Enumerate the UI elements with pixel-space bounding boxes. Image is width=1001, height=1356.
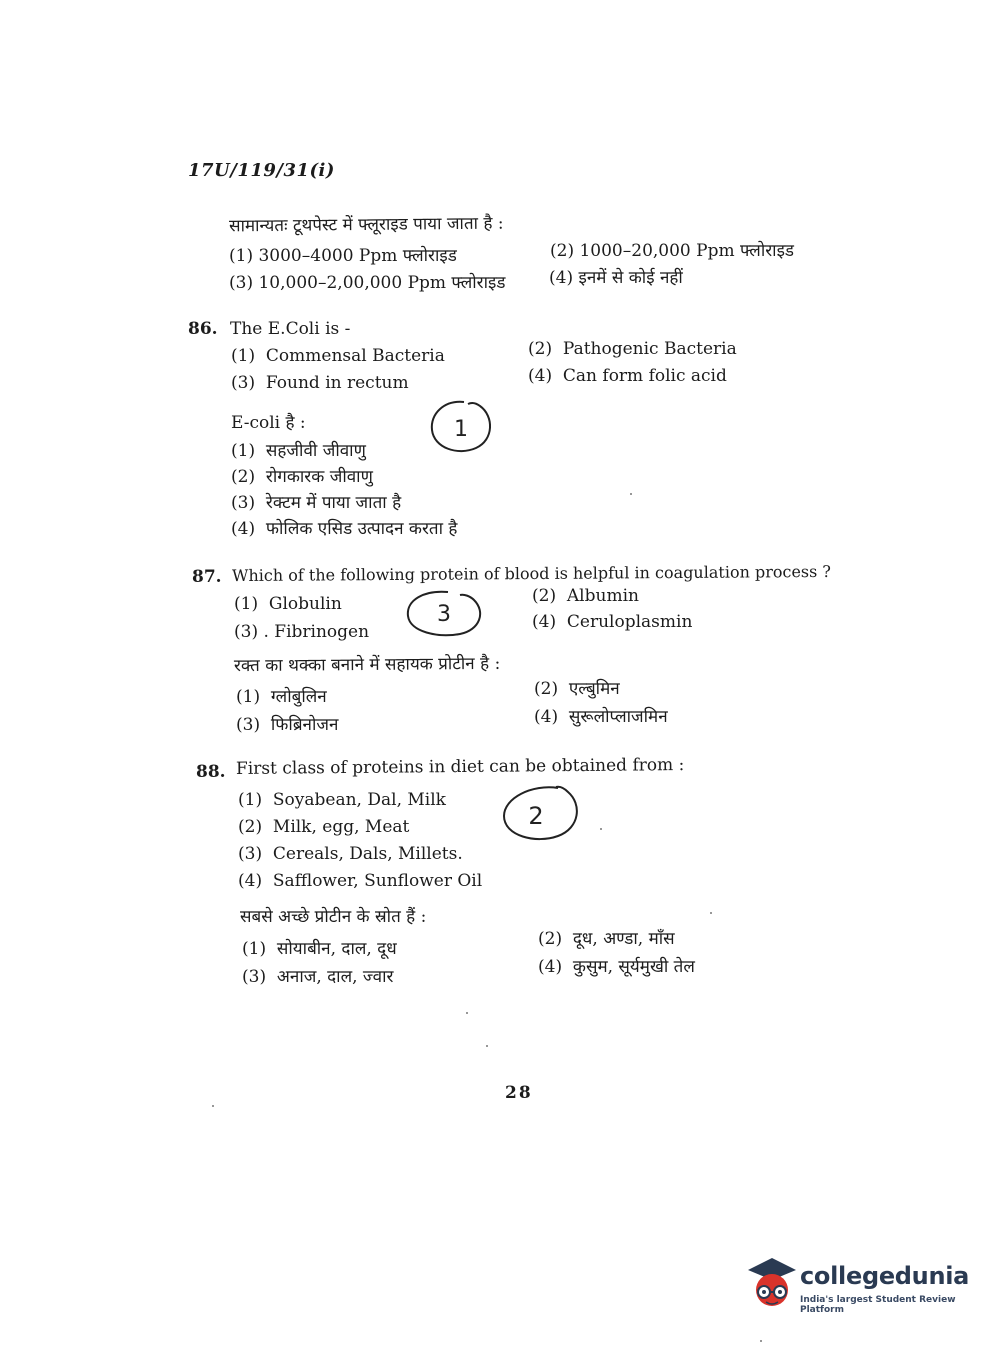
q87-answer-circle [402,586,488,642]
option-number: (4) [534,707,559,727]
option-text: रोगकारक जीवाणु [265,467,373,487]
q86-option-1 [231,346,445,366]
q87-hindi-option-1 [236,684,327,707]
q87-option-3 [234,622,369,642]
q86-hindi-option-3 [231,490,401,513]
brand-name: collegedunia [800,1262,970,1290]
option-text: कुसुम, सूर्यमुखी तेल [572,957,695,977]
q87-hindi-question: रक्त का थक्का बनाने में सहायक प्रोटीन है : [233,653,501,677]
option-number: (1) [242,939,267,959]
option-number: (1) [236,687,261,707]
option-number: (1) [238,790,263,810]
q87-option-2 [532,586,639,606]
q88-hindi-question: सबसे अच्छे प्रोटीन के स्रोत हैं : [240,907,427,927]
option-number: (2) [532,586,557,606]
scan-speck [710,912,712,914]
q88-number: 88. [196,762,226,782]
q86-option-2 [528,339,737,359]
option-number: (2) [528,339,553,359]
q87-number: 87. [192,567,222,587]
option-number: (1) [234,594,259,614]
option-text: Commensal Bacteria [265,346,445,366]
option-number: (2) [538,929,563,949]
option-text: Can form folic acid [562,366,727,386]
scan-speck [466,1012,468,1014]
q85-hindi-option-1: (1) 3000–4000 Ppm फ्लोराइड [229,246,457,266]
q86-question: The E.Coli is - [230,319,351,339]
collegedunia-logo [742,1250,972,1320]
brand-tagline: India's largest Student Review Platform [800,1295,956,1315]
option-number: (1) [231,346,256,366]
option-text: . Fibrinogen [263,622,370,642]
option-number: (1) [231,441,256,461]
q86-hindi-question: E-coli है : [231,413,306,433]
q86-answer-circle [424,396,498,460]
q87-hindi-option-3 [236,712,338,735]
option-text: सहजीवी जीवाणु [265,441,366,461]
option-text: अनाज, दाल, ज्वार [276,967,394,987]
q86-hindi-option-4 [231,516,457,539]
option-text: Soyabean, Dal, Milk [272,790,446,810]
mascot-icon [742,1252,800,1314]
scan-speck [600,828,602,830]
q86-hindi-option-2 [231,464,373,487]
q86-option-3 [231,373,409,393]
option-number: (3) [231,373,256,393]
option-text: Pathogenic Bacteria [562,339,737,359]
option-number: (2) [534,679,559,699]
q88-answer-mark: 2 [528,802,544,830]
option-text: दूध, अण्डा, माँस [572,929,675,949]
q85-hindi-option-4: (4) इनमें से कोई नहीं [549,268,683,288]
q88-hindi-option-1 [242,936,397,959]
q88-answer-circle [496,782,586,848]
q86-answer-mark: 1 [454,417,468,442]
option-number: (2) [238,817,263,837]
option-text: रेक्टम में पाया जाता है [265,493,402,513]
option-text: एल्बुमिन [568,679,620,699]
option-text: Globulin [268,594,342,614]
option-number: (4) [532,612,557,632]
q87-option-1 [234,594,342,614]
q88-hindi-option-4 [538,954,695,977]
option-number: (3) [236,715,261,735]
scan-speck [212,1105,214,1107]
scan-speck [760,1340,762,1342]
option-number: (4) [238,871,263,891]
q85-hindi-option-3: (3) 10,000–2,00,000 Ppm फ्लोराइड [229,273,506,293]
q88-hindi-option-3 [242,964,393,987]
paper-code: 17U/119/31(i) [188,160,335,181]
q88-option-2 [238,817,409,837]
q86-option-4 [528,366,727,386]
q85-hindi-question: सामान्यतः टूथपेस्ट में फ्लूराइड पाया जाता है : [228,213,504,237]
option-text: सुरूलोप्लाजमिन [568,707,668,727]
q86-number: 86. [188,319,218,339]
option-text: फिब्रिनोजन [270,715,339,735]
q88-hindi-option-2 [538,926,675,949]
q88-option-3 [238,844,463,864]
q87-question: Which of the following protein of blood is helpful in coagulation process ? [231,561,832,586]
q87-answer-mark: 3 [437,602,451,627]
option-text: फोलिक एसिड उत्पादन करता है [265,519,458,539]
option-number: (4) [528,366,553,386]
q88-option-1 [238,790,446,810]
option-text: Ceruloplasmin [566,612,693,632]
option-text: Cereals, Dals, Millets. [272,844,463,864]
scan-speck [630,493,632,495]
option-text: ग्लोबुलिन [270,687,327,707]
option-number: (3) [234,622,259,642]
q87-option-4 [532,612,692,632]
option-text: सोयाबीन, दाल, दूध [276,939,397,959]
option-number: (3) [231,493,256,513]
option-number: (2) [231,467,256,487]
q88-question: First class of proteins in diet can be obtained from : [235,755,685,779]
scan-speck [486,1045,488,1047]
option-text: Found in rectum [265,373,409,393]
q86-hindi-option-1 [231,438,366,461]
option-text: Milk, egg, Meat [272,817,410,837]
option-number: (4) [231,519,256,539]
q88-option-4 [238,871,482,891]
option-number: (4) [538,957,563,977]
q87-hindi-option-4 [534,704,668,727]
option-number: (3) [238,844,263,864]
option-number: (3) [242,967,267,987]
page-number: 28 [505,1083,533,1103]
option-text: Safflower, Sunflower Oil [272,871,483,891]
q85-hindi-option-2: (2) 1000–20,000 Ppm फ्लोराइड [550,241,795,261]
q87-hindi-option-2 [534,676,620,699]
option-text: Albumin [566,586,639,606]
